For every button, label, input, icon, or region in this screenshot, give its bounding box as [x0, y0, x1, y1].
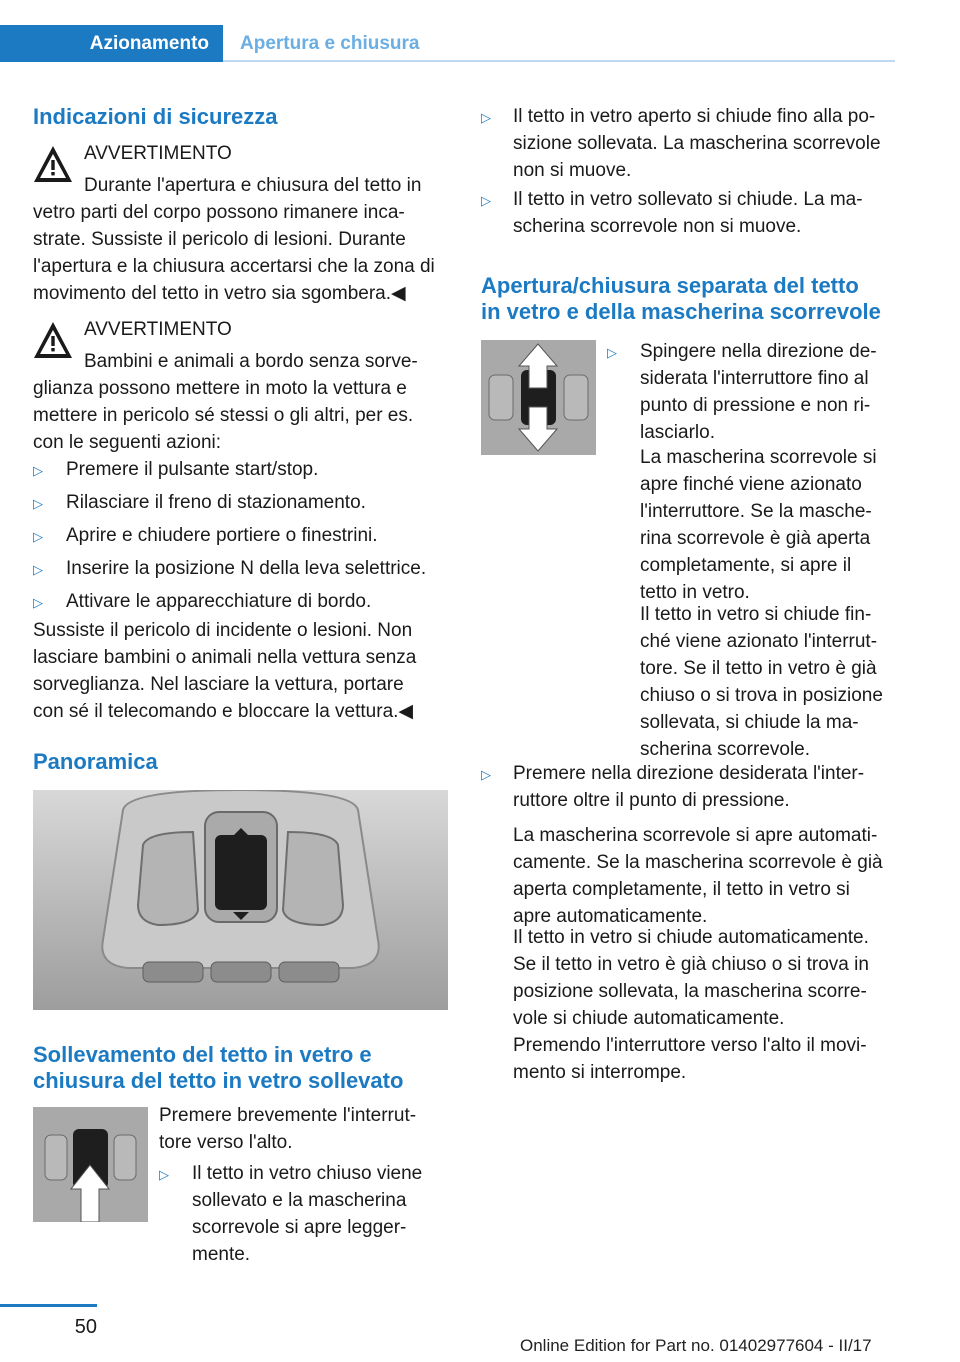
warning1-text: Durante l'apertura e chiusura del tetto in: [84, 175, 422, 196]
bullet-icon: ▷: [33, 595, 43, 610]
push-para-1: La mascherina scorrevole si apre finché viene azionato l'interruttore. Se la masche‐ rina scorrevole è già aperta completamente, si apre il tetto in vetro.: [640, 447, 877, 603]
page-number: 50: [74, 1316, 97, 1338]
warning2-text-cont: glianza possono mettere in moto la vettura e mettere in pericolo sé stessi o gli altri, per es. con le seguenti azioni:: [33, 378, 414, 453]
list-item: Aprire e chiudere portiere o finestrini.: [66, 525, 378, 546]
warning-icon: [33, 144, 73, 184]
header-section-label: Azionamento: [89, 32, 209, 54]
lift-switch-image: [33, 1107, 148, 1222]
press-para-2: Il tetto in vetro si chiude automaticamente. Se il tetto in vetro è già chiuso o si trova in posizione sollevata, la mascherina scorre‐ vole si chiude automaticamente.: [513, 927, 869, 1029]
lift-intro: Premere brevemente l'interrut‐ tore verso l'alto.: [159, 1105, 417, 1153]
bullet-icon: ▷: [33, 562, 43, 577]
safety-heading: Indicazioni di sicurezza: [33, 104, 278, 129]
warning1-title: AVVERTIMENTO: [84, 143, 232, 164]
list-item: Attivare le apparecchiature di bordo.: [66, 591, 372, 612]
bullet-icon: ▷: [159, 1167, 169, 1182]
press-para-1: La mascherina scorrevole si apre automati‐ camente. Se la mascherina scorrevole è già aperta completamente, il tetto in vetro si apre automaticamente.: [513, 825, 883, 927]
bullet-icon: ▷: [481, 193, 491, 208]
bullet-icon: ▷: [33, 496, 43, 511]
warning1-text-cont: vetro parti del corpo possono rimanere inca‐ strate. Sussiste il pericolo di lesioni. Durante l'apertura e la chiusura accertarsi che la zona di movimento del tetto in vetro sia sgombera.◀: [33, 202, 435, 304]
overview-heading: Panoramica: [33, 749, 158, 774]
roof-console-image: [33, 790, 448, 1010]
header-tab-chapter: [240, 25, 420, 62]
separate-heading: Apertura/chiusura separata del tetto in vetro e della mascherina scorrevole: [481, 273, 881, 324]
warning2-closing: Sussiste il pericolo di incidente o lesioni. Non lasciare bambini o animali nella vettura senza sorveglianza. Nel lasciare la vettura, portare con sé il telecomando e bloccare la vettura.◀: [33, 620, 417, 722]
header-chapter-label: Apertura e chiusura: [240, 32, 420, 54]
list-item: Premere il pulsante start/stop.: [66, 459, 319, 480]
header-rule: [223, 60, 895, 62]
push-para-2: Il tetto in vetro si chiude fin‐ ché viene azionato l'interrut‐ tore. Se il tetto in vetro è già chiuso o si trova in posizione sollevata, si chiude la ma‐ scherina scorrevole.: [640, 604, 883, 760]
bullet-icon: ▷: [481, 110, 491, 125]
list-item: Inserire la posizione N della leva selettrice.: [66, 558, 427, 579]
updown-switch-image: [481, 340, 596, 455]
bullet-icon: ▷: [33, 463, 43, 478]
push-bullet: Spingere nella direzione de‐ siderata l'interruttore fino al punto di pressione e non ri‐ lasciarlo.: [640, 341, 877, 443]
right-bullet-1: Il tetto in vetro aperto si chiude fino alla po‐ sizione sollevata. La mascherina scorrevole non si muove.: [513, 106, 881, 181]
warning-icon: [33, 320, 73, 360]
right-bullet-2: Il tetto in vetro sollevato si chiude. La ma‐ scherina scorrevole non si muove.: [513, 189, 863, 237]
lift-bullet: Il tetto in vetro chiuso viene sollevato e la mascherina scorrevole si apre legger‐ mente.: [192, 1163, 423, 1265]
bullet-icon: ▷: [607, 345, 617, 360]
footer-edition: Online Edition for Part no. 01402977604 - II/17: [520, 1336, 872, 1355]
bullet-icon: ▷: [33, 529, 43, 544]
lift-heading: Sollevamento del tetto in vetro e chiusura del tetto in vetro sollevato: [33, 1042, 404, 1093]
press-bullet: Premere nella direzione desiderata l'inter‐ ruttore oltre il punto di pressione.: [513, 763, 865, 811]
header-tab-section: [0, 25, 223, 62]
warning2-title: AVVERTIMENTO: [84, 319, 232, 340]
footer-rule: [0, 1304, 97, 1307]
bullet-icon: ▷: [481, 767, 491, 782]
list-item: Rilasciare il freno di stazionamento.: [66, 492, 366, 513]
warning2-text: Bambini e animali a bordo senza sorve‐: [84, 351, 418, 372]
press-para-3: Premendo l'interruttore verso l'alto il movi‐ mento si interrompe.: [513, 1035, 867, 1083]
